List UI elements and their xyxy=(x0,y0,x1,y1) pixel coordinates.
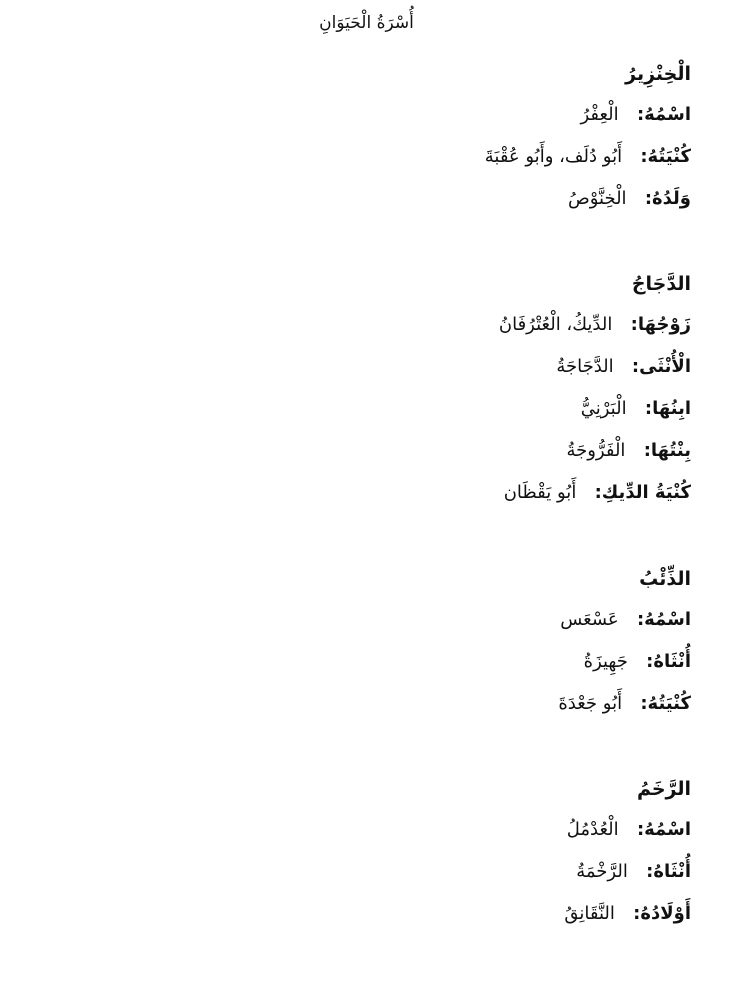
section-chicken xyxy=(31,270,691,520)
entry-value: جَهِيزَةُ xyxy=(583,651,628,672)
entry-label: اسْمُهُ: xyxy=(624,819,691,840)
entry-value: الرَّخْمَةُ xyxy=(576,861,628,882)
entry-value: الْعُدْمُلُ xyxy=(566,819,619,840)
entry-value: الْفَرُّوجَةُ xyxy=(566,440,626,461)
entry-label: أُنْثَاهُ: xyxy=(633,651,691,672)
entry-kunya xyxy=(31,689,691,731)
entry-label: بِنْتُهَا: xyxy=(631,440,691,461)
entry-kunya xyxy=(31,142,691,184)
entry-value: الْعِفْرُ xyxy=(580,104,619,125)
section-title: الرَّخَمُ xyxy=(636,778,691,800)
entry-value: الدَّجَاجَةُ xyxy=(556,356,614,377)
entry-name xyxy=(31,815,691,857)
entry-offspring xyxy=(31,899,691,941)
entry-label: وَلَدُهُ: xyxy=(632,188,691,209)
entry-label: كُنْيَةُ الدِّيكِ: xyxy=(582,482,691,503)
section-vulture xyxy=(31,775,691,941)
entry-daughter xyxy=(31,436,691,478)
entry-name xyxy=(31,100,691,142)
entry-label: اسْمُهُ: xyxy=(624,104,691,125)
entry-female xyxy=(31,647,691,689)
entry-rooster-kunya xyxy=(31,478,691,520)
entry-value: الْخِنَّوْصُ xyxy=(567,188,627,209)
entry-value: أَبُو يَقْظَان xyxy=(503,482,577,503)
entry-name xyxy=(31,605,691,647)
entry-value: الدِّيكُ، الْعُتْرُفَانُ xyxy=(498,314,613,335)
entry-son xyxy=(31,394,691,436)
entry-label: زَوْجُهَا: xyxy=(618,314,691,335)
entry-value: عَسْعَس xyxy=(560,609,619,630)
entry-mate xyxy=(31,310,691,352)
section-title: الذِّئْبُ xyxy=(639,568,691,590)
entry-label: أَوْلَادُهُ: xyxy=(620,903,691,924)
section-title: الْخِنْزِيرُ xyxy=(625,63,691,85)
entry-label: الْأُنْثَى: xyxy=(619,356,691,377)
entry-label: كُنْيَتُهُ: xyxy=(627,146,691,167)
entry-value: النَّقَانِقُ xyxy=(564,903,615,924)
entry-label: كُنْيَتُهُ: xyxy=(627,693,691,714)
entry-label: أُنْثَاهُ: xyxy=(633,861,691,882)
entry-value: الْبَرْنِيُّ xyxy=(580,398,627,419)
entry-female xyxy=(31,857,691,899)
entry-label: اسْمُهُ: xyxy=(624,609,691,630)
entry-value: أَبُو دُلَف، وأَبُو عُقْبَةَ xyxy=(484,146,623,167)
entry-value: أَبُو جَعْدَةَ xyxy=(558,693,623,714)
page-title: أُسْرَةُ الْحَيَوَانِ xyxy=(319,13,414,33)
section-pig xyxy=(31,60,691,226)
entry-female xyxy=(31,352,691,394)
entry-label: ابِنُهَا: xyxy=(632,398,691,419)
section-title: الدَّجَاجُ xyxy=(631,273,691,295)
entry-offspring xyxy=(31,184,691,226)
section-wolf xyxy=(31,565,691,731)
